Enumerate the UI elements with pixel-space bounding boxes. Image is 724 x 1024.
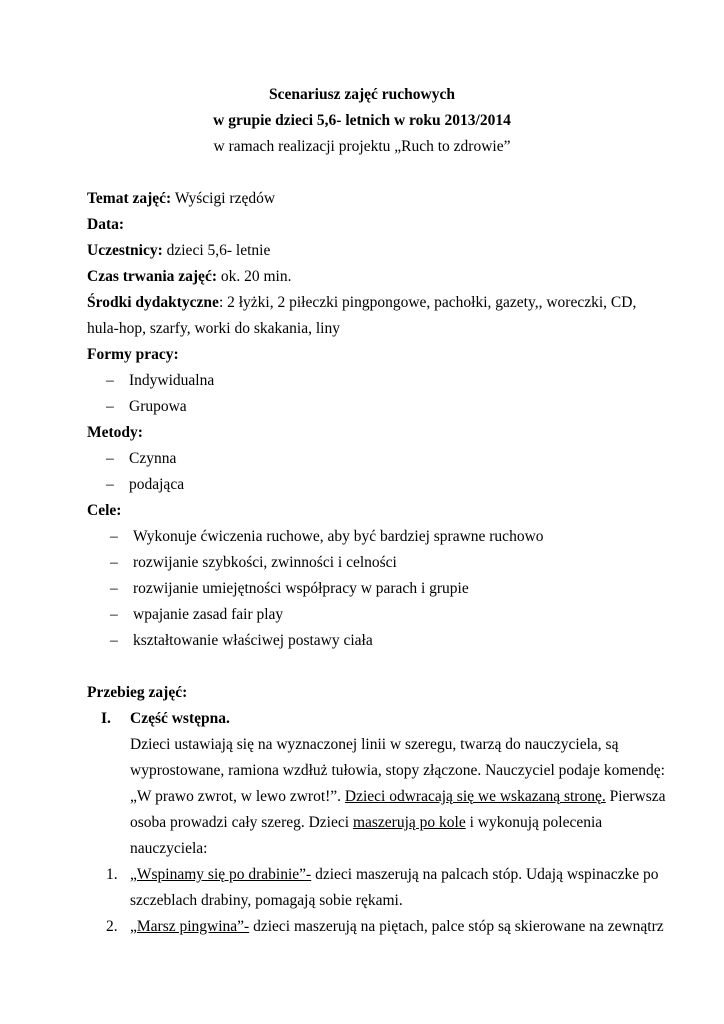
forms-heading: Formy pracy: xyxy=(87,346,179,363)
goals-list-item: – Wykonuje ćwiczenia ruchowe, aby być bardziej sprawne ruchowo xyxy=(110,528,544,545)
goals-list-item: – wpajanie zasad fair play xyxy=(110,606,284,623)
numbered-item: 1. „Wspinamy się po drabinie”- dzieci maszerują na palcach stóp. Udają wspinaczke po xyxy=(106,866,659,883)
means-value: : 2 łyżki, 2 piłeczki pingpongowe, pachołki, gazety,, woreczki, CD, xyxy=(218,294,637,311)
paragraph-line: nauczyciela: xyxy=(130,840,208,857)
methods-list-item: – podająca xyxy=(106,476,185,493)
goals-heading: Cele: xyxy=(87,502,122,519)
dash-bullet: – xyxy=(110,580,118,597)
topic-label: Temat zajęć: xyxy=(87,190,172,207)
paragraph-line: osoba prowadzi cały szereg. Dzieci maszerują po kole i wykonują polecenia xyxy=(130,814,603,831)
means-line xyxy=(87,294,636,312)
goals-list-item: – rozwijanie szybkości, zwinności i celności xyxy=(110,554,397,571)
paragraph-line: szczeblach drabiny, pomagają sobie rękami. xyxy=(130,892,403,909)
dash-bullet: – xyxy=(106,372,114,389)
participants-label: Uczestnicy: xyxy=(87,242,163,259)
document-subtitle: w grupie dzieci 5,6- letnich w roku 2013/2014 xyxy=(213,112,511,129)
dash-bullet: – xyxy=(110,554,118,571)
dash-bullet: – xyxy=(106,476,114,493)
forms-list-item: – Grupowa xyxy=(106,398,187,415)
participants-value: dzieci 5,6- letnie xyxy=(162,242,271,259)
goals-list-item: – kształtowanie właściwej postawy ciała xyxy=(110,632,373,649)
forms-list-item: – Indywidualna xyxy=(106,372,215,389)
goals-list-item: – rozwijanie umiejętności współpracy w parach i grupie xyxy=(110,580,469,597)
dash-bullet: – xyxy=(110,632,118,649)
item-number: 2. xyxy=(106,918,118,935)
means-line-2: hula-hop, szarfy, worki do skakania, liny xyxy=(87,320,340,337)
methods-heading: Metody: xyxy=(87,424,143,441)
exercise-name: „Marsz pingwina”- xyxy=(130,918,250,935)
dash-bullet: – xyxy=(106,450,114,467)
paragraph-line: Dzieci ustawiają się na wyznaczonej linii w szeregu, twarzą do nauczyciela, są xyxy=(130,736,619,753)
underlined-phrase: Dzieci odwracają się we wskazaną stronę. xyxy=(344,788,606,805)
part-title: Część wstępna. xyxy=(130,710,230,727)
methods-list-item: – Czynna xyxy=(106,450,177,467)
topic-value: Wyścigi rzędów xyxy=(171,190,276,207)
dash-bullet: – xyxy=(110,606,118,623)
document-title: Scenariusz zajęć ruchowych xyxy=(269,86,455,103)
dash-bullet: – xyxy=(106,398,114,415)
paragraph-line: „W prawo zwrot, w lewo zwrot!”. Dzieci odwracają się we wskazaną stronę. Pierwsza xyxy=(130,788,666,805)
course-heading: Przebieg zajęć: xyxy=(87,684,188,701)
project-line: w ramach realizacji projektu „Ruch to zdrowie” xyxy=(213,138,511,155)
part-number: I. xyxy=(101,710,111,727)
part-heading xyxy=(101,710,230,728)
topic-line xyxy=(87,190,275,208)
duration-line xyxy=(87,268,291,286)
duration-label: Czas trwania zajęć: xyxy=(87,268,217,285)
numbered-item: 2. „Marsz pingwina”- dzieci maszerują na piętach, palce stóp są skierowane na zewnątrz xyxy=(106,918,664,935)
date-label: Data: xyxy=(87,216,125,233)
means-label: Środki dydaktyczne xyxy=(87,294,219,311)
duration-value: ok. 20 min. xyxy=(216,268,292,285)
underlined-phrase: maszerują po kole xyxy=(352,814,466,831)
exercise-name: „Wspinamy się po drabinie”- xyxy=(130,866,312,883)
participants-line xyxy=(87,242,270,260)
date-line xyxy=(87,216,124,234)
dash-bullet: – xyxy=(110,528,118,545)
item-number: 1. xyxy=(106,866,118,883)
paragraph-line: wyprostowane, ramiona wzdłuż tułowia, stopy złączone. Nauczyciel podaje komendę: xyxy=(130,762,665,779)
